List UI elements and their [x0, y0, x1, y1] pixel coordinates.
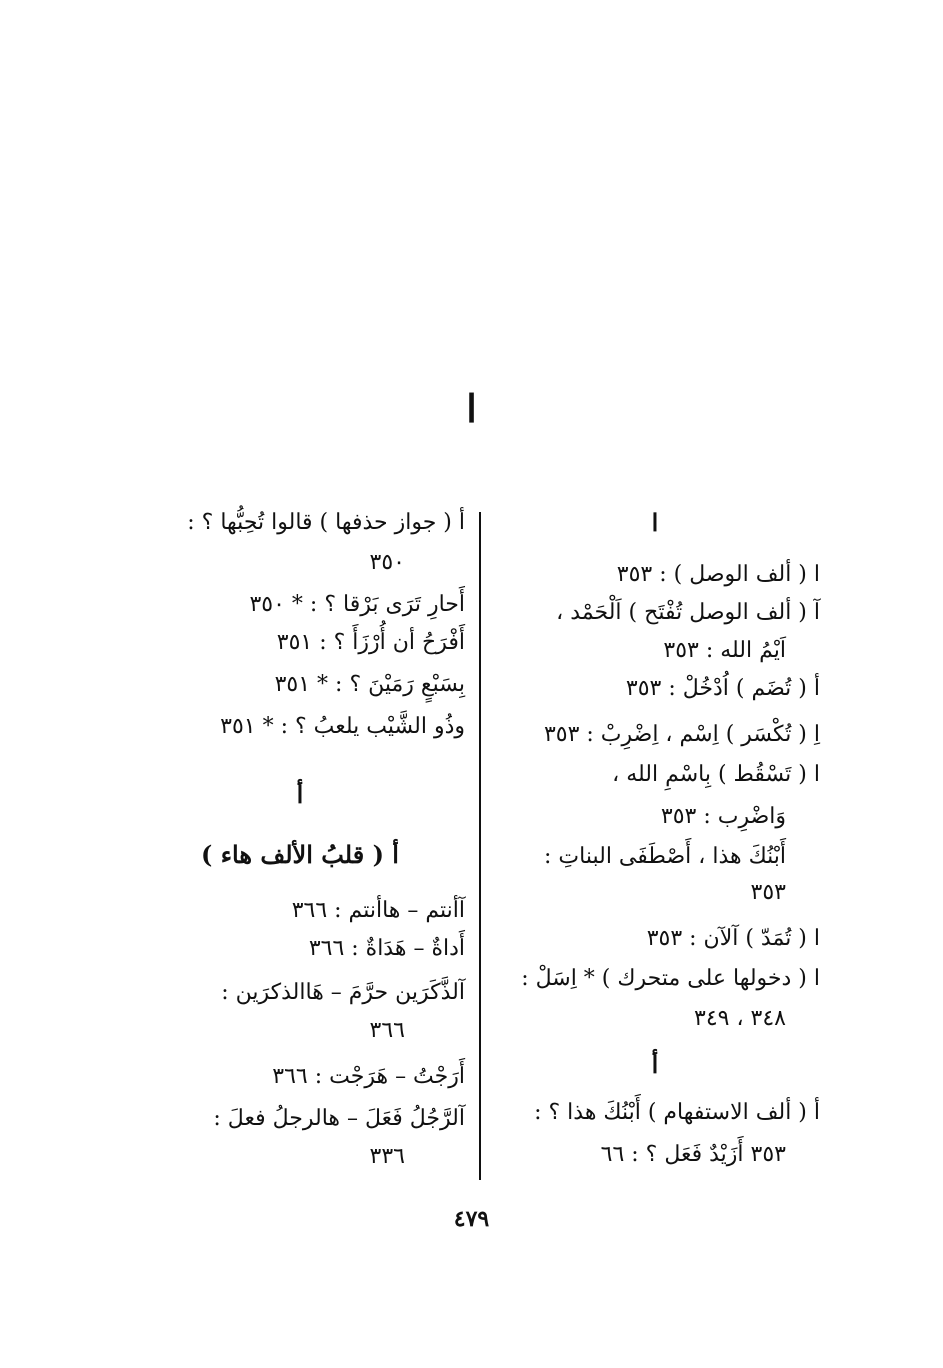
index-entry: ٣٦٦ — [369, 1018, 405, 1043]
index-entry: بِسَبْعٍ رَمَيْنَ ؟ : * ٣٥١ — [274, 672, 465, 697]
index-entry: آ ( ألف الوصل تُفْتَح ) اَلْحَمْد ، — [556, 600, 820, 625]
section-heading: أ ( قلبُ الألف هاء ) — [201, 840, 399, 869]
index-entry: ا ( تَسْقُط ) بِاسْمِ الله ، — [612, 762, 820, 787]
index-entry: أَحارِ تَرَى بَرْقا ؟ : * ٣٥٠ — [249, 592, 465, 617]
index-entry: اَيْمُ الله : ٣٥٣ — [663, 638, 786, 663]
left-column-subheading: أ — [296, 780, 304, 809]
index-entry: وذُو الشَّيْب يلعبُ ؟ : * ٣٥١ — [220, 714, 465, 739]
index-entry: أَداةٌ – هَدَاةٌ : ٣٦٦ — [308, 936, 465, 961]
right-column-subheading: أ — [651, 1050, 659, 1079]
index-entry: أَبْنُكَ هذا ، أَصْطَفَى البناتِ : — [544, 844, 786, 869]
index-entry: ا ( دخولها على متحرك ) * اِسَلْ : — [521, 966, 820, 991]
index-entry: آأنتم – هاأنتم : ٣٦٦ — [291, 898, 465, 923]
index-entry: أَفْرَحُ أن أُرْزَأَ ؟ : ٣٥١ — [276, 630, 465, 655]
right-column-heading: ا — [651, 508, 659, 537]
index-entry: اِ ( تُكْسَر ) اِسْم ، اِضْرِبْ : ٣٥٣ — [543, 722, 820, 747]
index-entry: آلرَّجُلُ فَعَلَ – هالرجلُ فعلَ : — [213, 1106, 465, 1131]
index-entry: ٣٥٠ — [369, 550, 405, 575]
page-section-letter: ا — [466, 386, 477, 431]
index-entry: ٣٤٨ ، ٣٤٩ — [694, 1006, 786, 1031]
index-entry: ا ( تُمَدّ ) آلآن : ٣٥٣ — [646, 926, 820, 951]
column-divider — [479, 512, 481, 1180]
index-entry: ٣٥٣ أَزَيْدٌ فَعَل ؟ : ٦٦ — [600, 1142, 786, 1167]
index-entry: ٣٣٦ — [369, 1144, 405, 1169]
index-entry: أ ( جواز حذفها ) قالوا تُحِبُّها ؟ : — [187, 510, 465, 535]
index-entry: ا ( ألف الوصل ) : ٣٥٣ — [616, 562, 820, 587]
index-entry: أ ( ألف الاستفهام ) أَبْنُكَ هذا ؟ : — [534, 1100, 820, 1125]
page-number: ٤٧٩ — [453, 1206, 490, 1232]
index-entry: آلذَّكَرَين حرَّمَ – هَاالذكرَين : — [221, 980, 465, 1005]
index-entry: أ ( تُضَم ) اُدْخُلْ : ٣٥٣ — [625, 676, 820, 701]
index-entry: وَاضْرِب : ٣٥٣ — [660, 804, 786, 829]
index-entry: أَرَجْتُ – هَرَجْت : ٣٦٦ — [272, 1064, 465, 1089]
index-entry: ٣٥٣ — [750, 880, 786, 905]
